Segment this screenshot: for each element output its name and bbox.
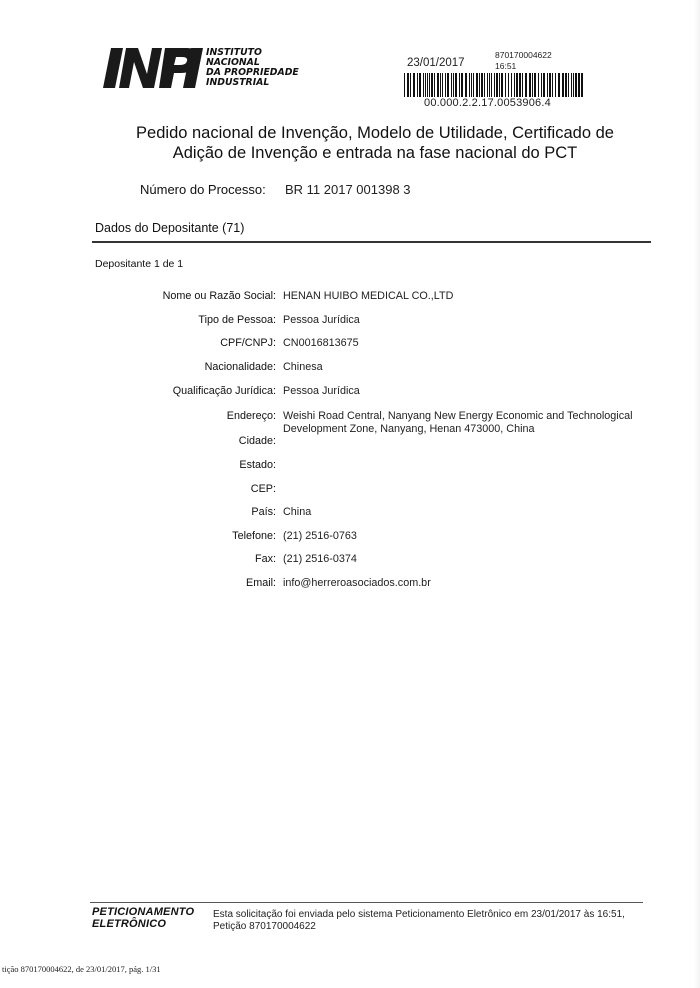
barcode-bar bbox=[578, 73, 580, 97]
barcode-bar bbox=[465, 73, 467, 97]
barcode-bar bbox=[423, 73, 424, 97]
header-date: 23/01/2017 bbox=[407, 57, 465, 69]
barcode-bar bbox=[571, 73, 572, 97]
field-label: Tipo de Pessoa: bbox=[198, 314, 276, 326]
barcode-bar bbox=[508, 73, 509, 97]
barcode-bar bbox=[437, 73, 439, 97]
barcode-bar bbox=[552, 73, 553, 97]
barcode-bar bbox=[558, 73, 560, 97]
barcode-bar bbox=[534, 73, 536, 97]
barcode-bar bbox=[547, 73, 548, 97]
barcode-bar bbox=[419, 73, 421, 97]
process-number-value: BR 11 2017 001398 3 bbox=[285, 182, 411, 197]
barcode-bar bbox=[491, 73, 492, 97]
footer-brand-line-2: ELETRÔNICO bbox=[92, 918, 167, 930]
barcode-bar bbox=[516, 73, 518, 97]
field-label: Endereço: bbox=[226, 410, 276, 422]
page-title bbox=[60, 123, 690, 163]
section-divider bbox=[92, 241, 651, 243]
header-petition-number: 870170004622 bbox=[495, 50, 552, 60]
barcode-bar bbox=[476, 73, 478, 97]
logo-line-3: DA PROPRIEDADE bbox=[206, 67, 299, 78]
field-label: CPF/CNPJ: bbox=[220, 337, 276, 349]
field-value: HENAN HUIBO MEDICAL CO.,LTD bbox=[283, 290, 454, 302]
barcode bbox=[404, 73, 584, 97]
title-line-2: Adição de Invenção e entrada na fase nacional do PCT bbox=[172, 144, 578, 162]
barcode-bar bbox=[489, 73, 490, 97]
barcode-bar bbox=[487, 73, 488, 97]
field-label: Email: bbox=[246, 577, 276, 589]
barcode-bar bbox=[543, 73, 545, 97]
page-edge-shadow bbox=[694, 0, 700, 988]
barcode-bar bbox=[484, 73, 485, 97]
barcode-bar bbox=[562, 73, 564, 97]
barcode-bar bbox=[407, 73, 409, 97]
barcode-bar bbox=[529, 73, 531, 97]
field-value: (21) 2516-0374 bbox=[283, 553, 357, 565]
barcode-bar bbox=[434, 73, 435, 97]
logo-line-2: NACIONAL bbox=[206, 57, 260, 68]
barcode-bar bbox=[511, 73, 512, 97]
barcode-bar bbox=[499, 73, 500, 97]
logo-line-1: INSTITUTO bbox=[206, 47, 262, 58]
barcode-bar bbox=[541, 73, 542, 97]
barcode-bar bbox=[549, 73, 551, 97]
barcode-bar bbox=[425, 73, 426, 97]
barcode-bar bbox=[494, 73, 495, 97]
section-subtitle: Depositante 1 de 1 bbox=[95, 258, 184, 270]
logo-wordmark bbox=[206, 48, 299, 88]
field-label: Nome ou Razão Social: bbox=[162, 290, 276, 302]
footer-brand bbox=[92, 906, 194, 930]
barcode-bar bbox=[440, 73, 441, 97]
barcode-bar bbox=[481, 73, 483, 97]
barcode-bar bbox=[568, 73, 569, 97]
inpi-logo bbox=[103, 46, 203, 90]
barcode-bar bbox=[429, 73, 430, 97]
header-time: 16:51 bbox=[495, 61, 517, 71]
barcode-bar bbox=[442, 73, 443, 97]
barcode-bar bbox=[555, 73, 556, 97]
field-value: (21) 2516-0763 bbox=[283, 530, 357, 542]
barcode-bar bbox=[505, 73, 506, 97]
field-value: Weishi Road Central, Nanyang New Energy Economic and Technological Development Zone, Nanyang, Henan 473000, China bbox=[283, 410, 633, 435]
field-label: Telefone: bbox=[232, 530, 276, 542]
field-value: China bbox=[283, 506, 312, 518]
field-value: CN0016813675 bbox=[283, 337, 359, 349]
barcode-bar bbox=[445, 73, 446, 97]
process-number-label: Número do Processo: bbox=[140, 182, 266, 197]
barcode-bar bbox=[404, 73, 405, 97]
field-label: País: bbox=[251, 506, 276, 518]
barcode-bar bbox=[455, 73, 457, 97]
barcode-bar bbox=[532, 73, 533, 97]
barcode-number: 00.000.2.2.17.0053906.4 bbox=[424, 97, 551, 109]
barcode-bar bbox=[471, 73, 472, 97]
barcode-bar bbox=[525, 73, 527, 97]
barcode-bar bbox=[473, 73, 474, 97]
barcode-bar bbox=[451, 73, 452, 97]
barcode-bar bbox=[565, 73, 567, 97]
field-label: Nacionalidade: bbox=[204, 361, 276, 373]
barcode-bar bbox=[479, 73, 480, 97]
barcode-bar bbox=[410, 73, 411, 97]
barcode-bar bbox=[575, 73, 577, 97]
field-label: Estado: bbox=[239, 459, 276, 471]
barcode-bar bbox=[427, 73, 428, 97]
title-line-1: Pedido nacional de Invenção, Modelo de Utilidade, Certificado de bbox=[136, 124, 614, 142]
section-title: Dados do Depositante (71) bbox=[95, 221, 245, 235]
barcode-bar bbox=[496, 73, 498, 97]
barcode-bar bbox=[514, 73, 515, 97]
field-label: CEP: bbox=[250, 483, 276, 495]
field-label: Fax: bbox=[255, 553, 276, 565]
barcode-bar bbox=[431, 73, 433, 97]
barcode-bar bbox=[453, 73, 454, 97]
field-label: Cidade: bbox=[238, 435, 276, 447]
field-value: Pessoa Jurídica bbox=[283, 314, 360, 326]
barcode-bar bbox=[519, 73, 521, 97]
logo-line-4: INDUSTRIAL bbox=[206, 77, 270, 88]
barcode-bar bbox=[413, 73, 415, 97]
footer-brand-line-1: PETICIONAMENTO bbox=[92, 906, 195, 918]
barcode-bar bbox=[538, 73, 539, 97]
footer-note: Esta solicitação foi enviada pelo sistema Peticionamento Eletrônico em 23/01/2017 às 16:51, Petição 870170004622 bbox=[213, 909, 625, 932]
barcode-bar bbox=[417, 73, 418, 97]
barcode-bar bbox=[459, 73, 460, 97]
barcode-bar bbox=[581, 73, 583, 97]
barcode-bar bbox=[461, 73, 463, 97]
field-label: Qualificação Jurídica: bbox=[172, 385, 276, 397]
barcode-bar bbox=[522, 73, 523, 97]
barcode-bar bbox=[501, 73, 503, 97]
field-value: Chinesa bbox=[283, 361, 323, 373]
barcode-bar bbox=[573, 73, 574, 97]
barcode-bar bbox=[469, 73, 470, 97]
barcode-bar bbox=[447, 73, 449, 97]
footer-divider bbox=[90, 902, 643, 903]
field-value: Pessoa Jurídica bbox=[283, 385, 360, 397]
page-footer-info: tição 870170004622, de 23/01/2017, pág. 1/31 bbox=[2, 964, 161, 974]
field-value: info@herreroasociados.com.br bbox=[283, 577, 431, 589]
